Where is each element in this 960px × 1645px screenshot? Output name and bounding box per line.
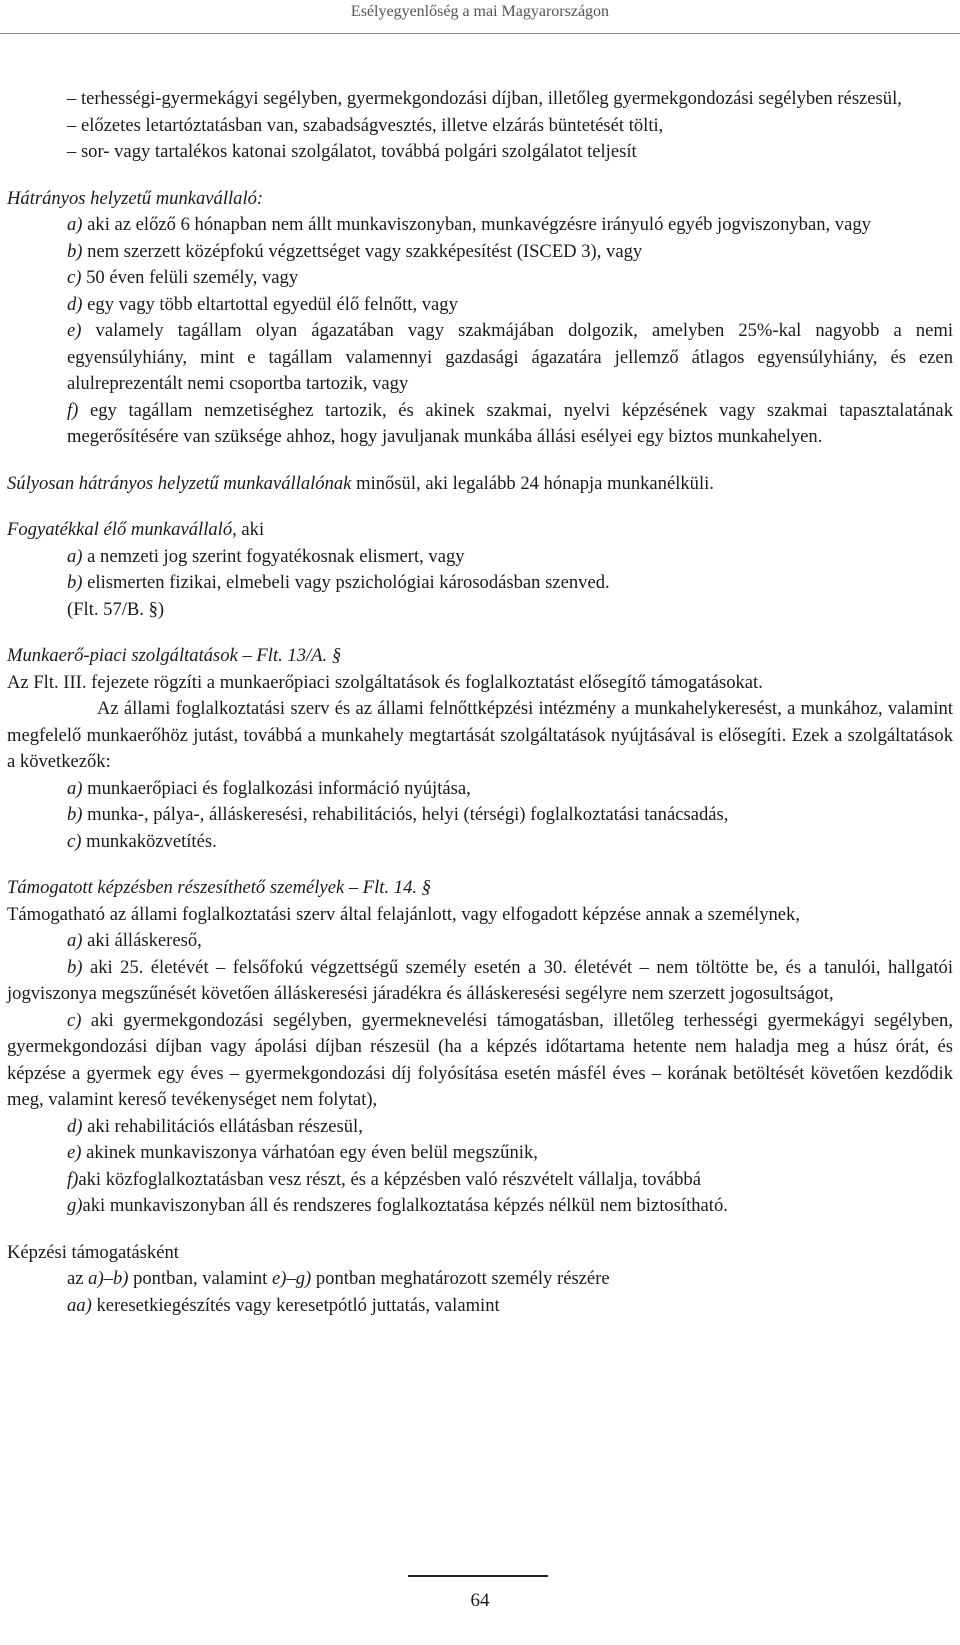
list-item: d) aki rehabilitációs ellátásban részesül,: [67, 1115, 363, 1137]
tamogatott-intro: Támogatható az állami foglalkoztatási szerv által felajánlott, vagy elfogadott képzése annak a személynek,: [7, 903, 800, 925]
hatranyos-list: [7, 212, 953, 451]
kepzesi-line: az a)–b) pontban, valamint e)–g) pontban meghatározott személy részére: [67, 1268, 610, 1289]
intro-item: – sor- vagy tartalékos katonai szolgálatot, továbbá polgári szolgálatot teljesít: [67, 141, 637, 162]
intro-item: – terhességi-gyermekágyi segélyben, gyermekgondozási díjban, illetőleg gyermekgondozási segélyben részesül,: [67, 88, 902, 109]
list-item: e) akinek munkaviszonya várhatóan egy éven belül megszűnik,: [67, 1142, 538, 1163]
list-item: b) elismerten fizikai, elmebeli vagy pszichológiai károsodásban szenved.: [67, 572, 610, 593]
list-item: b) munka-, pálya-, álláskeresési, rehabilitációs, helyi (térségi) foglalkoztatási tanácsadás,: [67, 804, 729, 825]
list-item: c) aki gyermekgondozási segélyben, gyermeknevelési támogatásban, illetőleg terhességi gyermekágyi segélyben, gyermekgondozási díjban vagy ápolási díjban részesül (ha a képzés időtartama hetente nem haladja meg a húsz órát, és képzése a gyermek egy éves – gyermekgondozási díj folyósítása esetén másfél éves – korának betöltését követően kezdődik meg, valamint kereső tevékenységet nem folytat),: [7, 1009, 953, 1110]
list-item: c) 50 éven felüli személy, vagy: [67, 267, 299, 288]
page-number: 64: [470, 1590, 490, 1611]
page-body: [7, 86, 953, 1319]
fogyatekkal-list: [7, 544, 953, 624]
list-item: f)aki közfoglalkoztatásban vesz részt, és a képzésben való részvételt vállalja, továbbá: [67, 1168, 701, 1190]
munkaero-list: [7, 776, 953, 856]
munkaero-p1: Az Flt. III. fejezete rögzíti a munkaerőpiaci szolgáltatások és foglalkoztatást elősegítő támogatásokat.: [7, 671, 763, 693]
list-item: a) aki álláskereső,: [67, 930, 202, 951]
kepzesi-heading: Képzési támogatásként: [7, 1241, 179, 1263]
fogyatekkal-heading: Fogyatékkal élő munkavállaló, aki: [7, 519, 265, 540]
list-item: a) a nemzeti jog szerint fogyatékosnak elismert, vagy: [67, 545, 465, 567]
header-divider: [0, 33, 960, 34]
tamogatott-list: [7, 928, 953, 955]
list-item: f) egy tagállam nemzetiséghez tartozik, és akinek szakmai, nyelvi képzésének vagy szakmai tapasztalatának megerősítésére van szüksége ahhoz, hogy javuljanak munkába állási esélyei egy biztos munkahelyen.: [67, 399, 953, 447]
list-item: b) aki 25. életévét – felsőfokú végzettségű személy esetén a 30. életévét – nem töltötte be, és a tanulói, hallgatói jogviszonya megszűnését követően álláskeresési járadékra és álláskeresési segélyre nem szerzett jogosultságot,: [7, 956, 953, 1004]
list-item: a) aki az előző 6 hónapban nem állt munkaviszonyban, munkavégzésre irányuló egyéb jogviszonyban, vagy: [67, 214, 871, 235]
list-item: c) munkaközvetítés.: [67, 830, 217, 852]
intro-item: – előzetes letartóztatásban van, szabadságvesztés, illetve elzárás büntetését tölti,: [67, 114, 664, 136]
kepzesi-list: [7, 1266, 953, 1319]
law-reference: (Flt. 57/B. §): [67, 598, 165, 620]
tamogatott-list-rest: [7, 1114, 953, 1220]
running-header: Esélyegyenlőség a mai Magyarországon: [350, 3, 610, 20]
hatranyos-heading: Hátrányos helyzetű munkavállaló:: [7, 187, 264, 209]
munkaero-heading: Munkaerő-piaci szolgáltatások – Flt. 13/A. §: [7, 645, 342, 666]
list-item: e) valamely tagállam olyan ágazatában vagy szakmájában dolgozik, amelyben 25%-kal nagyobb a nemi egyensúlyhiány, mint e tagállam valamennyi gazdasági ágazatára jellemző átlagos egyensúlyhiány, és ezen alulreprezentált nemi csoportba tartozik, vagy: [67, 320, 953, 394]
intro-list: [7, 86, 953, 166]
list-item: b) nem szerzett középfokú végzettséget vagy szakképesítést (ISCED 3), vagy: [67, 240, 643, 262]
tamogatott-heading: Támogatott képzésben részesíthető személyek – Flt. 14. §: [7, 877, 431, 898]
sulyosan-paragraph: Súlyosan hátrányos helyzetű munkavállalónak minősül, aki legalább 24 hónapja munkanélküli.: [7, 472, 714, 494]
munkaero-p2: Az állami foglalkoztatási szerv és az állami felnőttképzési intézmény a munkahelykeresést, a munkához, valamint megfelelő munkaerőhöz jutást, továbbá a munkahely megtartását szolgáltatások nyújtásával is elősegíti. Ezek a szolgáltatások a következők:: [7, 698, 953, 772]
footer-divider: [408, 1575, 548, 1577]
kepzesi-line: aa) keresetkiegészítés vagy keresetpótló juttatás, valamint: [67, 1294, 500, 1316]
list-item: d) egy vagy több eltartottal egyedül élő felnőtt, vagy: [67, 293, 458, 315]
list-item: a) munkaerőpiaci és foglalkozási információ nyújtása,: [67, 777, 471, 799]
list-item: g)aki munkaviszonyban áll és rendszeres foglalkoztatása képzés nélkül nem biztosítható.: [67, 1195, 728, 1216]
